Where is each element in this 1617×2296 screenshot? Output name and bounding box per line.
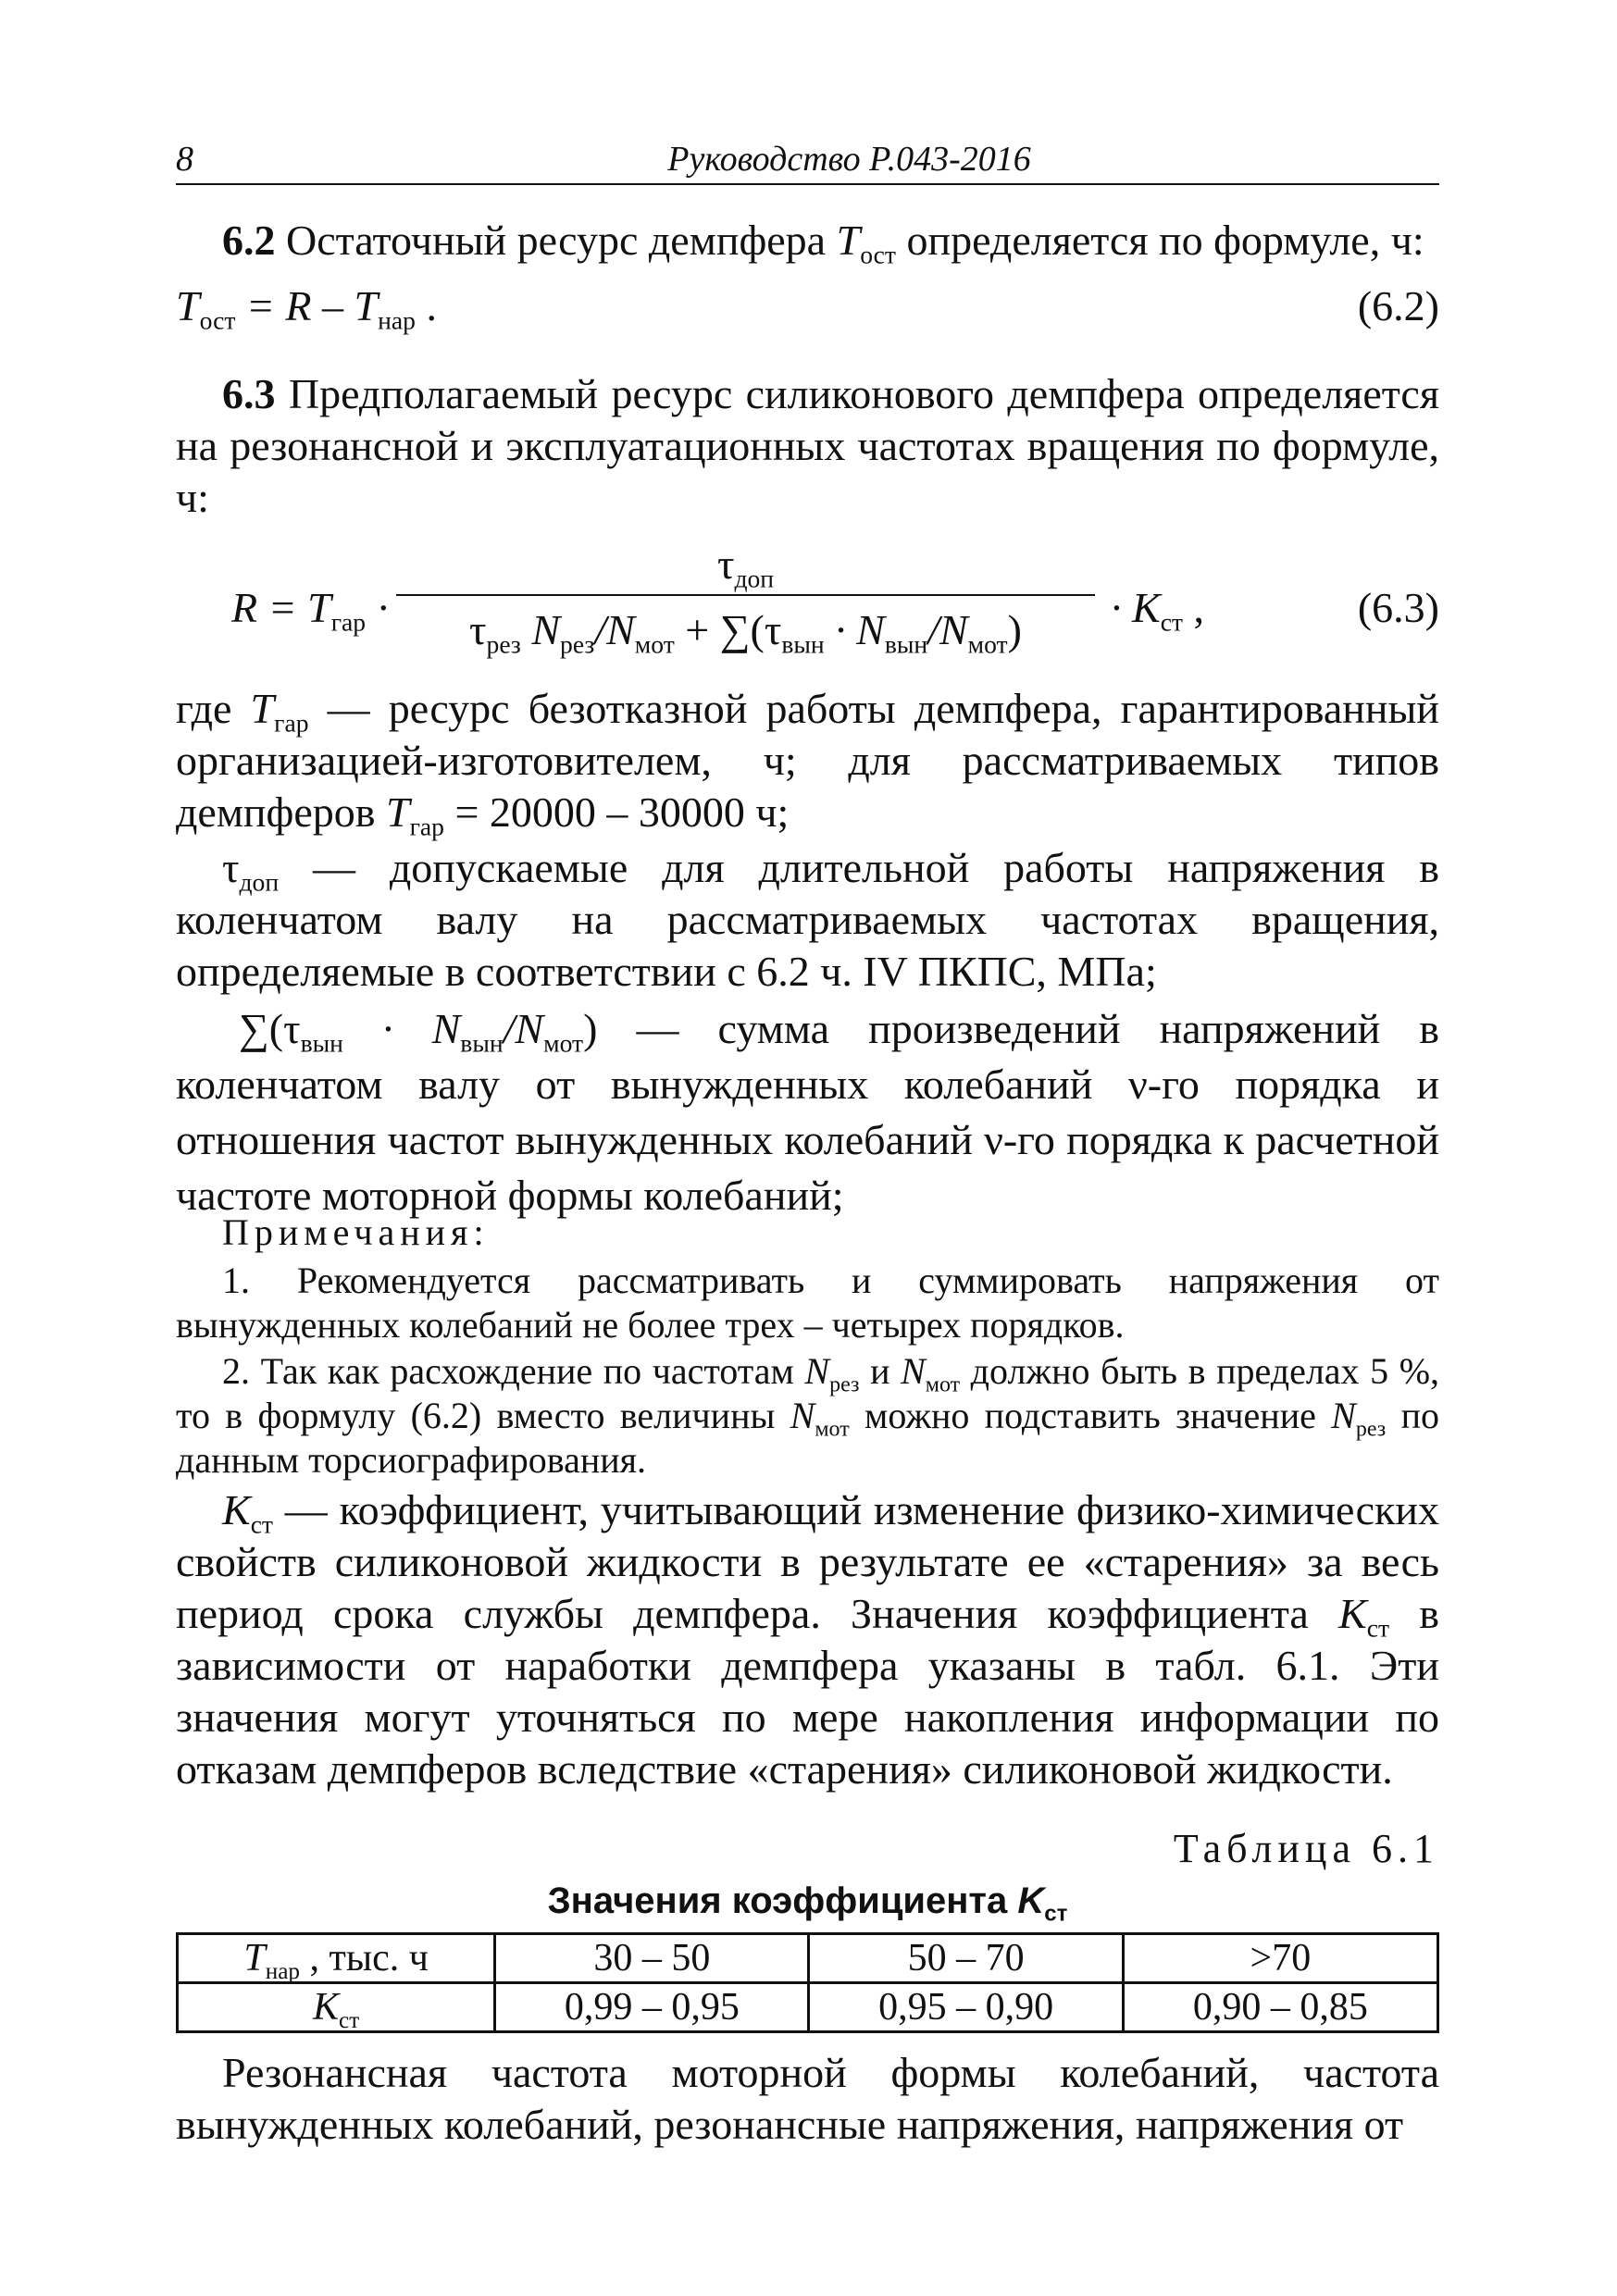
fraction-bar	[396, 594, 1095, 596]
running-head	[176, 139, 1439, 185]
section-number: 6.2	[222, 217, 276, 264]
section-number: 6.3	[222, 370, 276, 417]
definition-text: — сумма произведений напряжений в коленчатом валу от вынужденных колебаний ν-го порядка и отношения частот вынужденных колебаний ν-го порядка к расчетной частоте моторной формы колебаний;	[176, 1005, 1440, 1219]
note-text: 2. Так как расхождение по частотам	[222, 1350, 805, 1392]
page-number: 8	[176, 140, 193, 179]
symbol: K	[1017, 1880, 1045, 1921]
formula-text: R = T	[231, 584, 331, 631]
symbol: + ∑(τ	[674, 606, 782, 653]
fraction-denominator	[396, 598, 1095, 663]
note-text: и	[859, 1350, 902, 1392]
symbol: K	[313, 1986, 340, 2029]
coefficient-table	[176, 1932, 1439, 2033]
symbol: /N	[927, 606, 968, 653]
formula-text: · K	[1111, 584, 1161, 631]
row-header-text: , тыс. ч	[300, 1937, 429, 1980]
section-6-3-paragraph	[176, 368, 1439, 524]
subscript: ст	[1044, 1901, 1068, 1927]
row-header	[178, 1983, 495, 2032]
subscript: рез	[1355, 1417, 1387, 1442]
definition-text: — допускаемые для длительной работы напряжения в коленчатом валу на рассматриваемых частотах вращения, определяемые в соответствии с 6.2 ч. IV ПКПС, МПа;	[176, 844, 1439, 995]
formula-text: ·	[366, 584, 391, 631]
symbol: /N	[594, 606, 635, 653]
note-2	[176, 1349, 1439, 1483]
subscript: мот	[967, 629, 1008, 659]
definition-kst	[176, 1484, 1439, 1795]
note-text: должно быть в пределах 5 %, то в формулу (6.2) вместо величины	[176, 1350, 1440, 1436]
subscript: рез	[560, 629, 595, 659]
symbol: N	[1331, 1395, 1356, 1436]
equation-number: (6.2)	[1357, 282, 1439, 329]
document-title: Руководство Р.043-2016	[667, 140, 1031, 179]
formula-lhs	[231, 583, 391, 637]
section-text: определяется по формуле, ч:	[895, 217, 1424, 264]
section-6-2-paragraph	[176, 215, 1439, 267]
subscript: доп	[239, 867, 280, 897]
subscript: ст	[1160, 607, 1183, 637]
symbol: K	[222, 1486, 251, 1533]
note-text: можно подставить значение	[849, 1395, 1332, 1436]
section-text: Предполагаемый ресурс силиконового демпфера определяется на резонансной и эксплуатационных частотах вращения по формуле, ч:	[176, 370, 1439, 521]
subscript: гар	[274, 708, 309, 738]
symbol: T	[836, 217, 861, 264]
symbol: /N	[503, 1005, 544, 1052]
definition-tdop	[176, 842, 1439, 998]
row-header	[178, 1934, 495, 1983]
table-caption: Таблица 6.1	[1173, 1826, 1439, 1871]
subscript: вын	[300, 1028, 343, 1058]
table-title	[176, 1880, 1439, 1927]
section-text: Остаточный ресурс демпфера	[275, 217, 837, 264]
definition-text: где	[176, 685, 251, 732]
subscript: доп	[734, 564, 775, 593]
equation-number: (6.3)	[1357, 584, 1439, 631]
formula-text: ,	[1183, 584, 1204, 631]
subscript: ост	[199, 305, 236, 335]
symbol: · N	[342, 1005, 461, 1052]
table-cell: >70	[1123, 1934, 1437, 1983]
symbol: T	[354, 282, 379, 329]
symbol: N	[520, 606, 561, 653]
subscript: мот	[925, 1372, 961, 1397]
table-cell: 0,99 – 0,95	[495, 1983, 809, 2032]
definition-text: в зависимости от наработки демпфера указаны в табл. 6.1. Эти значения могут уточняться по мере накопления информации по отказам демпферов вследствие «старения» силиконовой жидкости.	[176, 1590, 1439, 1793]
table-cell: 0,90 – 0,85	[1123, 1983, 1437, 2032]
formula-text: .	[415, 282, 437, 329]
formula-6-3	[231, 537, 1439, 676]
formula-text: = R –	[235, 282, 354, 329]
symbol: τ	[469, 606, 487, 653]
symbol: T	[250, 685, 275, 732]
subscript: рез	[486, 629, 521, 659]
subscript: гар	[409, 812, 444, 841]
subscript: вын	[884, 629, 928, 659]
subscript: ост	[860, 240, 896, 269]
symbol: K	[1338, 1590, 1367, 1637]
subscript: мот	[815, 1417, 850, 1442]
subscript: ст	[250, 1509, 273, 1539]
subscript: нар	[378, 305, 416, 335]
symbol: N	[901, 1350, 926, 1392]
symbol: N	[804, 1350, 830, 1392]
closing-paragraph: Резонансная частота моторной формы колебаний, частота вынужденных колебаний, резонансные напряжения, напряжения от	[176, 2049, 1439, 2148]
fraction	[396, 537, 1095, 663]
symbol: ∑(τ	[239, 1005, 301, 1052]
subscript: вын	[460, 1028, 504, 1058]
formula-6-2	[176, 281, 1439, 337]
table-cell: 30 – 50	[495, 1934, 809, 1983]
symbol: T	[176, 282, 200, 329]
symbol: )	[1007, 606, 1022, 653]
definition-sum	[176, 1001, 1439, 1223]
table-title-text: Значения коэффициента	[547, 1880, 1018, 1921]
symbol: T	[243, 1937, 266, 1980]
subscript: ст	[1366, 1613, 1390, 1643]
note-text: по данным торсиографирования.	[176, 1395, 1440, 1481]
subscript: вын	[781, 629, 825, 659]
subscript: гар	[330, 607, 367, 637]
symbol: τ	[716, 540, 735, 588]
subscript: нар	[265, 1958, 300, 1984]
subscript: мот	[634, 629, 675, 659]
notes-heading: Примечания:	[222, 1211, 490, 1253]
symbol: T	[386, 788, 410, 836]
symbol: )	[583, 1005, 598, 1052]
subscript: ст	[339, 2007, 360, 2033]
table-cell: 50 – 70	[809, 1934, 1123, 1983]
fraction-numerator	[396, 537, 1095, 592]
subscript: мот	[543, 1028, 584, 1058]
definition-text: — ресурс безотказной работы демпфера, гарантированный организацией-изготовителем, ч; для рассматриваемых типов демпферов	[176, 685, 1439, 836]
table-row	[178, 1983, 1438, 2032]
subscript: рез	[829, 1372, 860, 1397]
definition-text: = 20000 – 30000 ч;	[443, 788, 790, 836]
table-cell: 0,95 – 0,90	[809, 1983, 1123, 2032]
note-1: 1. Рекомендуется рассматривать и суммировать напряжения от вынужденных колебаний не более трех – четырех порядков.	[176, 1260, 1439, 1346]
symbol: N	[790, 1395, 815, 1436]
definition-text: — коэффициент, учитывающий изменение физико-химических свойств силиконовой жидкости в результате ее «старения» за весь период срока службы демпфера. Значения коэффициента	[176, 1486, 1439, 1637]
formula-rhs	[1111, 583, 1204, 637]
table-row	[178, 1934, 1438, 1983]
symbol: · N	[824, 606, 885, 653]
definition-tgar	[176, 683, 1439, 841]
symbol: τ	[222, 844, 240, 891]
